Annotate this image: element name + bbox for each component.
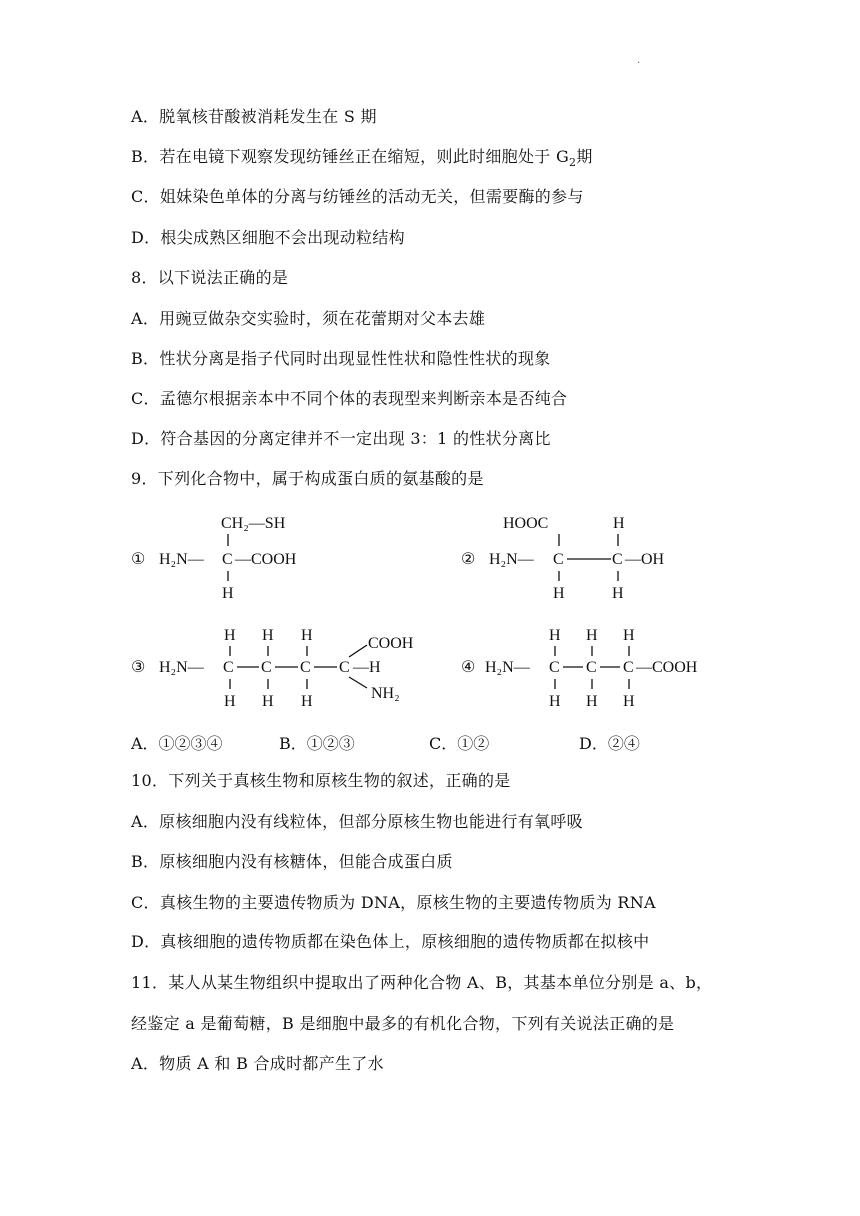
q9-option-a: A．①②③④ — [131, 734, 223, 753]
s2-carbon-2: C — [612, 551, 623, 568]
q9-option-c: C．①② — [429, 734, 490, 753]
q10-option-b: B．原核细胞内没有核糖体，但能合成蛋白质 — [131, 852, 453, 871]
s2-top-right: H — [613, 515, 625, 532]
q7-option-a: A．脱氧核苷酸被消耗发生在 S 期 — [131, 107, 377, 126]
s3-number: ③ — [131, 659, 146, 676]
s3-carbon-2: C — [261, 659, 272, 676]
header-mark: · — [637, 58, 641, 69]
q8-option-b: B．性状分离是指子代同时出现显性性状和隐性性状的现象 — [131, 349, 551, 368]
s3-h-bottom-1: H — [224, 693, 236, 710]
s2-amino-group: H₂N— — [489, 551, 534, 568]
question-11-line-2: 经鉴定 a 是葡萄糖，B 是细胞中最多的有机化合物，下列有关说法正确的是 — [131, 1014, 675, 1033]
s3-h-bottom-2: H — [262, 693, 274, 710]
q8-option-a: A．用豌豆做杂交实验时，须在花蕾期对父本去雄 — [131, 309, 486, 328]
s4-h-bottom-1: H — [549, 693, 561, 710]
s4-carboxyl: —COOH — [636, 659, 698, 676]
s2-bottom-h-1: H — [553, 585, 565, 602]
s2-top-left: HOOC — [503, 515, 549, 532]
s4-h-top-3: H — [623, 627, 635, 644]
s1-alpha-carbon: C — [222, 551, 233, 568]
s4-h-bottom-3: H — [623, 693, 635, 710]
q9-options — [131, 731, 731, 753]
s3-amino-side: NH₂ — [371, 685, 400, 702]
q9-option-d: D．②④ — [579, 734, 640, 753]
s1-side-chain: CH₂—SH — [221, 515, 286, 532]
q10-option-d: D．真核细胞的遗传物质都在染色体上，原核细胞的遗传物质都在拟核中 — [131, 932, 650, 951]
q7-option-c: C．姐妹染色单体的分离与纺锤丝的活动无关，但需要酶的参与 — [131, 187, 584, 206]
s3-carbon-4: C — [339, 659, 350, 676]
s2-carbon-1: C — [553, 551, 564, 568]
s2-bottom-h-2: H — [612, 585, 624, 602]
s3-h-top-1: H — [224, 627, 236, 644]
s4-h-top-2: H — [586, 627, 598, 644]
s3-carbon-1: C — [223, 659, 234, 676]
structure-2 — [461, 508, 701, 604]
question-10: 10．下列关于真核生物和原核生物的叙述，正确的是 — [131, 771, 511, 790]
s2-number: ② — [461, 551, 476, 568]
s4-carbon-1: C — [549, 659, 560, 676]
s1-number: ① — [131, 551, 146, 568]
s4-carbon-3: C — [623, 659, 634, 676]
structure-4 — [461, 620, 731, 710]
q7-option-b-tail: 期 — [576, 147, 593, 166]
q8-option-c: C．孟德尔根据亲本中不同个体的表现型来判断亲本是否纯合 — [131, 389, 568, 408]
s3-h-top-3: H — [301, 627, 313, 644]
s4-amino-group: H₂N— — [485, 659, 530, 676]
s1-amino-group: H₂N— — [159, 551, 204, 568]
s4-number: ④ — [461, 659, 476, 676]
s3-amino-group: H₂N— — [159, 659, 204, 676]
q10-option-c: C．真核生物的主要遗传物质为 DNA，原核生物的主要遗传物质为 RNA — [131, 893, 656, 912]
s1-hydrogen: H — [222, 585, 234, 602]
structure-1 — [131, 508, 351, 604]
q10-option-a: A．原核细胞内没有线粒体，但部分原核生物也能进行有氧呼吸 — [131, 812, 583, 831]
s3-carboxyl: COOH — [368, 635, 414, 652]
s4-h-bottom-2: H — [586, 693, 598, 710]
q8-option-d: D．符合基因的分离定律并不一定出现 3：1 的性状分离比 — [131, 429, 551, 448]
s2-hydroxyl: —OH — [625, 551, 665, 568]
question-9: 9．下列化合物中，属于构成蛋白质的氨基酸的是 — [131, 469, 484, 488]
s3-carbon-3: C — [300, 659, 311, 676]
s1-carboxyl: —COOH — [235, 551, 297, 568]
structure-3 — [131, 620, 441, 710]
question-8: 8．以下说法正确的是 — [131, 268, 289, 287]
s3-right-hydrogen: —H — [353, 659, 381, 676]
q11-option-a: A．物质 A 和 B 合成时都产生了水 — [131, 1054, 384, 1073]
s4-carbon-2: C — [586, 659, 597, 676]
q7-option-b — [131, 147, 593, 173]
s4-h-top-1: H — [549, 627, 561, 644]
q7-option-d: D．根尖成熟区细胞不会出现动粒结构 — [131, 228, 405, 247]
s3-h-bottom-3: H — [301, 693, 313, 710]
question-11-line-1: 11．某人从某生物组织中提取出了两种化合物 A、B，其基本单位分别是 a、b， — [131, 973, 713, 992]
q7-option-b-subscript: 2 — [569, 156, 577, 170]
s3-h-top-2: H — [262, 627, 274, 644]
q7-option-b-text: B．若在电镜下观察发现纺锤丝正在缩短，则此时细胞处于 G — [131, 147, 570, 166]
q9-option-b: B．①②③ — [279, 734, 355, 753]
